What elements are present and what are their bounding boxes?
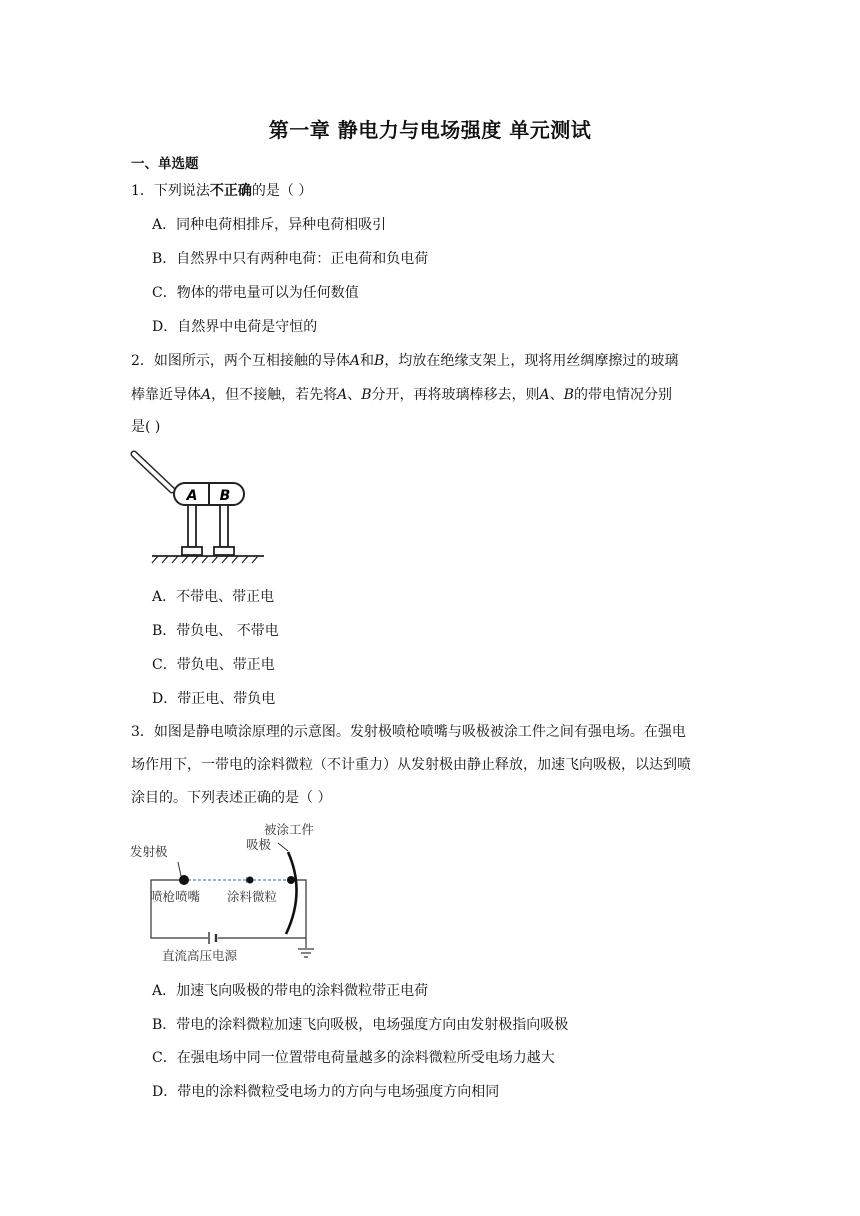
q3-option-b: B．带电的涂料微粒加速飞向吸极，电场强度方向由发射极指向吸极 (152, 1017, 569, 1033)
stem-text: 如图是静电喷涂原理的示意图。发射极喷枪喷嘴与吸极被涂工件之间有强电场。在强电 (153, 724, 686, 740)
question-number: 3． (131, 724, 154, 740)
absorber-pointer (278, 843, 288, 851)
q2-option-b: B．带负电、 不带电 (152, 623, 279, 639)
q3-option-d: D．带电的涂料微粒受电场力的方向与电场强度方向相同 (152, 1084, 500, 1100)
particle-dot (247, 877, 254, 884)
question-3-stem-line-1 (131, 721, 686, 741)
glass-rod-inner (134, 454, 172, 490)
var-a: A (349, 353, 361, 369)
stand-left (188, 505, 196, 547)
power-source-label: 直流高压电源 (162, 948, 238, 963)
emitter-pointer (178, 862, 181, 876)
question-3-stem-line-3: 涂目的。下列表述正确的是（ ） (131, 790, 332, 806)
q1-option-c: C．物体的带电量可以为任何数值 (152, 285, 359, 301)
section-heading: 一、单选题 (131, 156, 199, 172)
q3-option-c: C．在强电场中同一位置带电荷量越多的涂料微粒所受电场力越大 (152, 1050, 555, 1066)
var-a: A (337, 387, 348, 403)
workpiece-label: 被涂工件 (264, 822, 315, 837)
stem-text: 棒靠近导体 (131, 387, 201, 403)
nozzle-label: 喷枪喷嘴 (150, 889, 201, 904)
workpiece-curve (286, 852, 297, 934)
stem-text: ，均放在绝缘支架上，现将用丝绸摩擦过的玻璃 (384, 353, 679, 369)
question-2-stem-line-2 (131, 384, 672, 404)
question-2-stem-line-1 (131, 350, 678, 370)
var-b: B (563, 387, 574, 403)
question-2-stem-line-3: 是( ) (131, 419, 161, 435)
var-a: A (201, 387, 212, 403)
q1-option-a: A．同种电荷相排斥，异种电荷相吸引 (152, 217, 387, 233)
stand-right (220, 505, 228, 547)
var-a: A (539, 387, 550, 403)
q3-option-a: A．加速飞向吸极的带电的涂料微粒带正电荷 (152, 983, 429, 999)
absorber-dot (287, 876, 295, 884)
particle-label: 涂料微粒 (227, 889, 278, 904)
label-a: A (186, 488, 198, 504)
stem-text: 、 (549, 387, 564, 403)
ground-hatch (152, 556, 258, 563)
stem-text: 、 (347, 387, 362, 403)
var-b: B (361, 387, 372, 403)
stem-text: 如图所示，两个互相接触的导体 (153, 353, 350, 369)
stem-text: ，但不接触，若先将 (211, 387, 338, 403)
emitter-label: 发射极 (130, 844, 168, 859)
q2-option-a: A．不带电、带正电 (152, 589, 275, 605)
electrostatic-spraying-figure (128, 818, 328, 966)
q2-option-d: D．带正电、带负电 (152, 691, 276, 707)
stem-text: 的带电情况分别 (573, 387, 672, 403)
q1-option-d: D．自然界中电荷是守恒的 (152, 319, 318, 335)
question-number: 1． (131, 183, 154, 199)
var-b: B (374, 353, 385, 369)
stem-text: 的是（ ） (251, 183, 313, 199)
emphasis-text: 不正确 (209, 183, 252, 199)
q1-option-b: B．自然界中只有两种电荷：正电荷和负电荷 (152, 251, 429, 267)
stem-text: 下列说法 (153, 183, 210, 199)
absorber-label: 吸极 (246, 837, 272, 852)
stand-base-left (182, 547, 202, 555)
stand-base-right (214, 547, 234, 555)
question-number: 2． (131, 353, 154, 369)
stem-text: 分开，再将玻璃棒移去，则 (371, 387, 540, 403)
question-3-stem-line-2: 场作用下，一带电的涂料微粒（不计重力）从发射极由静止释放，加速飞向吸极，以达到喷 (131, 757, 691, 773)
question-1-stem (131, 180, 312, 200)
nozzle-dot (179, 875, 189, 885)
page-title: 第一章 静电力与电场强度 单元测试 (268, 118, 592, 142)
label-b: B (219, 488, 231, 504)
conductors-on-stands-figure (128, 446, 268, 571)
stem-text: 和 (360, 353, 375, 369)
q2-option-c: C．带负电、带正电 (152, 657, 275, 673)
